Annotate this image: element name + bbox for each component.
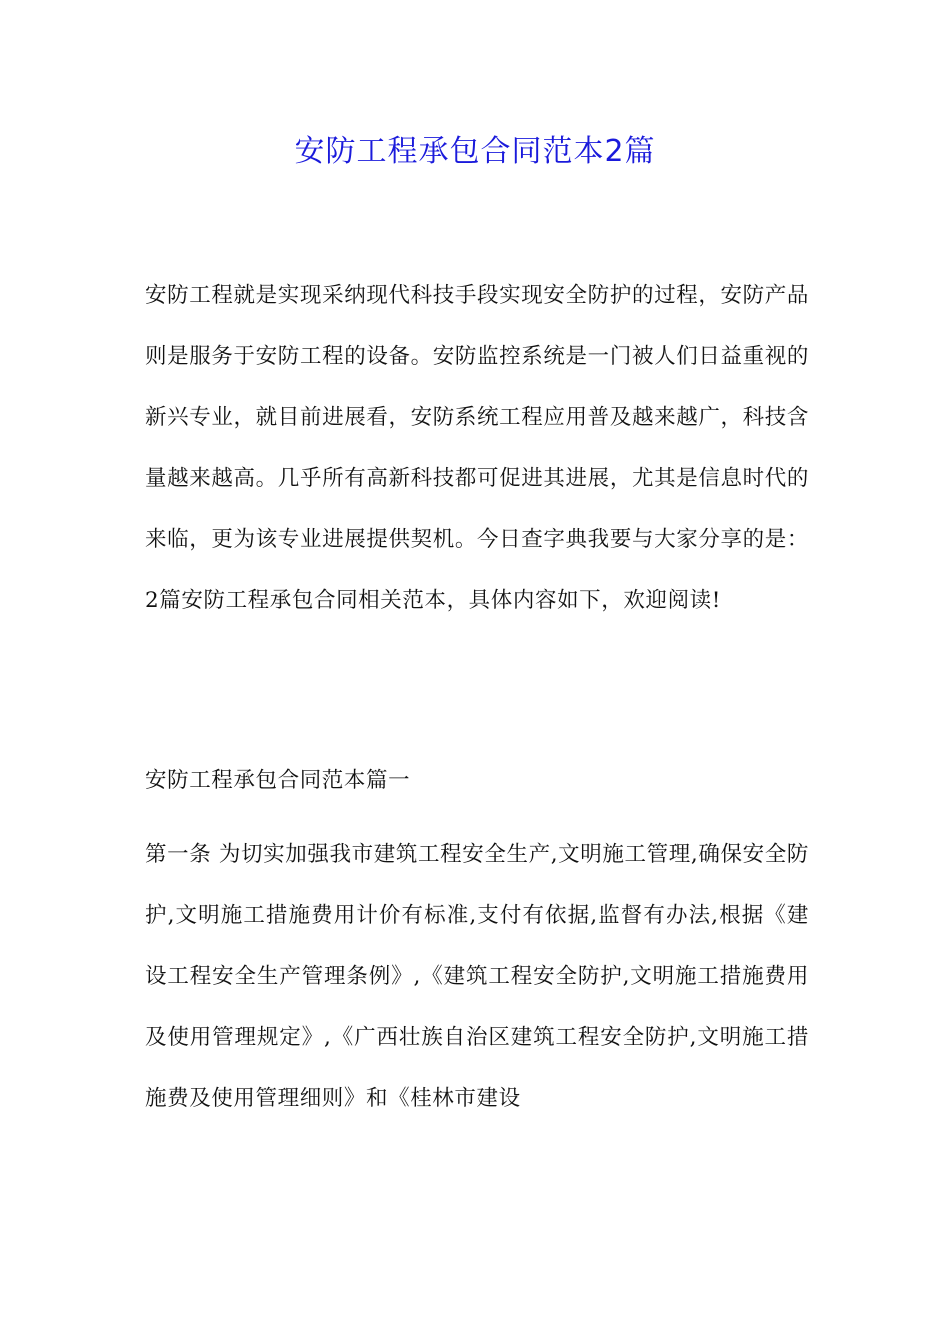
document-title: 安防工程承包合同范本2篇 [294, 134, 656, 169]
article-one-paragraph: 第一条 为切实加强我市建筑工程安全生产,文明施工管理,确保安全防护,文明施工措施费用计价有标准,支付有依据,监督有办法,根据《建设工程安全生产管理条例》,《建筑工程安全防护,文明施工措施费用及使用管理规定》,《广西壮族自治区建筑工程安全防护,文明施工措施费及使用管理细则》和《桂林市建设 [145, 842, 809, 1111]
section-heading: 安防工程承包合同范本篇一 [145, 768, 411, 793]
intro-paragraph: 安防工程就是实现采纳现代科技手段实现安全防护的过程，安防产品则是服务于安防工程的设备。安防监控系统是一门被人们日益重视的新兴专业，就目前进展看，安防系统工程应用普及越来越广，科技含量越来越高。几乎所有高新科技都可促进其进展，尤其是信息时代的来临，更为该专业进展提供契机。今日查字典我要与大家分享的是：2篇安防工程承包合同相关范本，具体内容如下，欢迎阅读! [145, 283, 809, 613]
